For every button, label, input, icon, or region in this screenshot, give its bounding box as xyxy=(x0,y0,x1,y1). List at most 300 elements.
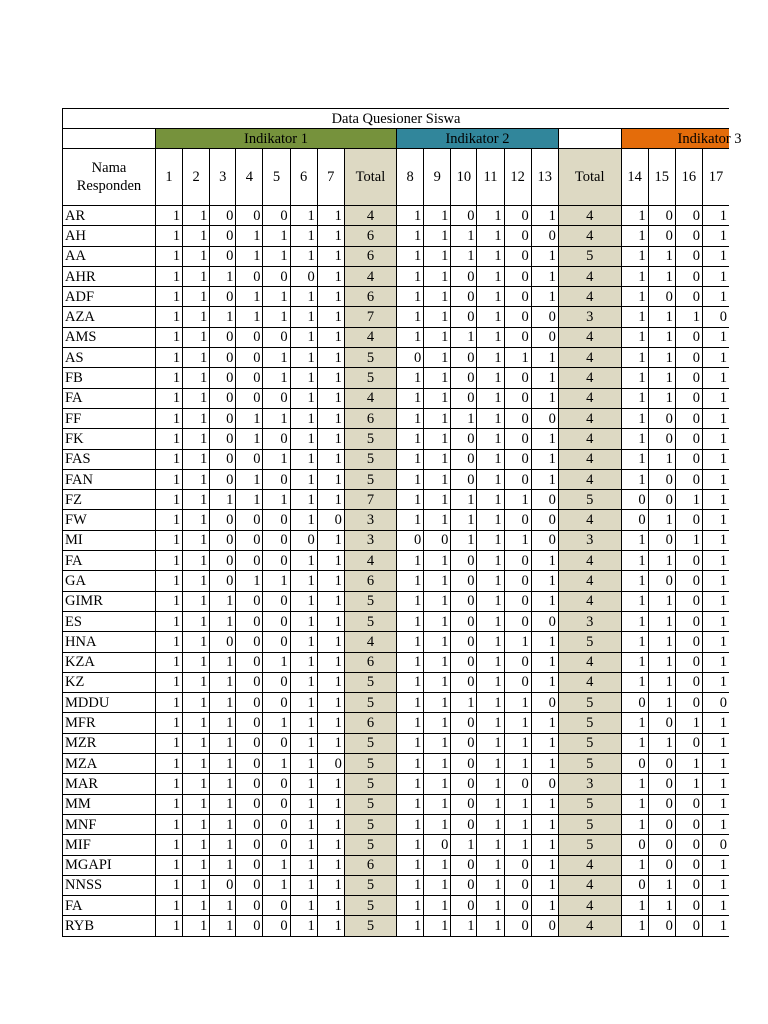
score-cell: 0 xyxy=(451,551,477,571)
score-cell: 1 xyxy=(397,814,424,834)
score-cell: 1 xyxy=(183,510,210,530)
score-cell: 1 xyxy=(702,855,729,875)
score-cell: 1 xyxy=(675,530,702,550)
score-cell: 1 xyxy=(702,652,729,672)
respondent-name-cell: MAR xyxy=(63,774,156,794)
total-1-header: Total xyxy=(344,149,396,206)
total-1-cell: 6 xyxy=(344,246,396,266)
score-cell: 0 xyxy=(317,510,344,530)
column-header-row xyxy=(63,149,730,206)
score-cell: 0 xyxy=(675,835,702,855)
score-cell: 1 xyxy=(702,814,729,834)
score-cell: 1 xyxy=(621,530,648,550)
score-cell: 1 xyxy=(155,246,182,266)
score-cell: 1 xyxy=(263,348,290,368)
score-cell: 1 xyxy=(648,672,675,692)
score-cell: 0 xyxy=(648,774,675,794)
total-1-cell: 6 xyxy=(344,226,396,246)
score-cell: 1 xyxy=(290,875,317,895)
score-cell: 0 xyxy=(263,429,290,449)
score-cell: 1 xyxy=(290,896,317,916)
score-cell: 1 xyxy=(155,408,182,428)
score-cell: 0 xyxy=(263,693,290,713)
table-row xyxy=(63,896,730,916)
score-cell: 1 xyxy=(702,469,729,489)
score-cell: 1 xyxy=(155,754,182,774)
score-cell: 1 xyxy=(155,206,182,226)
score-cell: 1 xyxy=(317,733,344,753)
score-cell: 0 xyxy=(236,591,263,611)
respondent-name-cell: AZA xyxy=(63,307,156,327)
score-cell: 0 xyxy=(210,348,236,368)
respondent-name-cell: MFR xyxy=(63,713,156,733)
score-cell: 1 xyxy=(477,733,504,753)
score-cell: 1 xyxy=(155,672,182,692)
score-cell: 1 xyxy=(531,368,558,388)
score-cell: 1 xyxy=(648,632,675,652)
score-cell: 1 xyxy=(183,672,210,692)
score-cell: 0 xyxy=(451,611,477,631)
score-cell: 0 xyxy=(263,916,290,936)
score-cell: 0 xyxy=(451,449,477,469)
score-cell: 0 xyxy=(504,368,531,388)
score-cell: 0 xyxy=(504,307,531,327)
table-row xyxy=(63,754,730,774)
score-cell: 0 xyxy=(648,754,675,774)
score-cell: 1 xyxy=(317,875,344,895)
table-row xyxy=(63,733,730,753)
score-cell: 1 xyxy=(397,794,424,814)
score-cell: 0 xyxy=(675,469,702,489)
total-2-cell: 4 xyxy=(558,591,621,611)
score-cell: 1 xyxy=(621,206,648,226)
score-cell: 1 xyxy=(183,814,210,834)
score-cell: 1 xyxy=(451,530,477,550)
table-row xyxy=(63,632,730,652)
respondent-name-cell: ES xyxy=(63,611,156,631)
score-cell: 1 xyxy=(621,368,648,388)
score-cell: 1 xyxy=(648,551,675,571)
score-cell: 0 xyxy=(236,774,263,794)
title-row xyxy=(63,109,730,129)
score-cell: 1 xyxy=(504,814,531,834)
score-cell: 1 xyxy=(317,490,344,510)
respondent-name-cell: FF xyxy=(63,408,156,428)
score-cell: 0 xyxy=(210,429,236,449)
score-cell: 1 xyxy=(648,611,675,631)
item-header: 17 xyxy=(702,149,729,206)
score-cell: 1 xyxy=(317,855,344,875)
score-cell: 1 xyxy=(183,611,210,631)
score-cell: 1 xyxy=(531,835,558,855)
score-cell: 1 xyxy=(155,327,182,347)
score-cell: 0 xyxy=(504,226,531,246)
score-cell: 1 xyxy=(236,307,263,327)
indikator-1-header: Indikator 1 xyxy=(155,129,396,149)
score-cell: 1 xyxy=(702,754,729,774)
respondent-name-cell: MIF xyxy=(63,835,156,855)
respondent-name-cell: FK xyxy=(63,429,156,449)
total-1-cell: 7 xyxy=(344,307,396,327)
score-cell: 0 xyxy=(210,206,236,226)
score-cell: 1 xyxy=(702,794,729,814)
score-cell: 1 xyxy=(155,713,182,733)
score-cell: 1 xyxy=(675,490,702,510)
score-cell: 1 xyxy=(531,388,558,408)
table-title: Data Quesioner Siswa xyxy=(63,109,730,129)
score-cell: 1 xyxy=(477,266,504,286)
item-header: 8 xyxy=(397,149,424,206)
score-cell: 1 xyxy=(424,408,451,428)
score-cell: 0 xyxy=(210,469,236,489)
score-cell: 0 xyxy=(317,754,344,774)
score-cell: 0 xyxy=(675,368,702,388)
respondent-name-cell: FZ xyxy=(63,490,156,510)
score-cell: 0 xyxy=(648,226,675,246)
total-2-cell: 4 xyxy=(558,429,621,449)
score-cell: 0 xyxy=(648,835,675,855)
score-cell: 1 xyxy=(531,551,558,571)
respondent-name-cell: MI xyxy=(63,530,156,550)
score-cell: 1 xyxy=(621,327,648,347)
score-cell: 1 xyxy=(424,875,451,895)
score-cell: 1 xyxy=(477,713,504,733)
table-row xyxy=(63,490,730,510)
item-header: 3 xyxy=(210,149,236,206)
score-cell: 0 xyxy=(451,266,477,286)
item-header: 16 xyxy=(675,149,702,206)
score-cell: 0 xyxy=(451,875,477,895)
score-cell: 1 xyxy=(451,327,477,347)
score-cell: 0 xyxy=(504,571,531,591)
score-cell: 1 xyxy=(397,490,424,510)
score-cell: 1 xyxy=(210,490,236,510)
score-cell: 1 xyxy=(183,794,210,814)
total-2-cell: 3 xyxy=(558,530,621,550)
score-cell: 1 xyxy=(424,896,451,916)
score-cell: 1 xyxy=(290,693,317,713)
score-cell: 1 xyxy=(183,835,210,855)
score-cell: 1 xyxy=(477,307,504,327)
score-cell: 0 xyxy=(451,774,477,794)
score-cell: 1 xyxy=(290,551,317,571)
score-cell: 1 xyxy=(424,672,451,692)
score-cell: 1 xyxy=(290,672,317,692)
score-cell: 1 xyxy=(397,368,424,388)
table-row xyxy=(63,652,730,672)
score-cell: 1 xyxy=(621,814,648,834)
table-row xyxy=(63,611,730,631)
score-cell: 1 xyxy=(702,266,729,286)
score-cell: 1 xyxy=(263,408,290,428)
score-cell: 0 xyxy=(236,632,263,652)
score-cell: 0 xyxy=(675,449,702,469)
score-cell: 1 xyxy=(477,551,504,571)
score-cell: 1 xyxy=(155,226,182,246)
score-cell: 0 xyxy=(504,591,531,611)
score-cell: 1 xyxy=(477,368,504,388)
total-2-cell: 4 xyxy=(558,266,621,286)
score-cell: 1 xyxy=(155,348,182,368)
score-cell: 1 xyxy=(702,774,729,794)
score-cell: 1 xyxy=(477,530,504,550)
score-cell: 1 xyxy=(451,510,477,530)
score-cell: 1 xyxy=(290,571,317,591)
score-cell: 1 xyxy=(477,226,504,246)
table-row xyxy=(63,449,730,469)
score-cell: 0 xyxy=(236,713,263,733)
score-cell: 1 xyxy=(477,591,504,611)
score-cell: 0 xyxy=(451,713,477,733)
item-header: 9 xyxy=(424,149,451,206)
score-cell: 1 xyxy=(236,571,263,591)
score-cell: 1 xyxy=(317,246,344,266)
total-2-cell: 4 xyxy=(558,388,621,408)
total-2-cell: 4 xyxy=(558,510,621,530)
score-cell: 0 xyxy=(675,652,702,672)
score-cell: 0 xyxy=(210,327,236,347)
respondent-name-cell: HNA xyxy=(63,632,156,652)
score-cell: 1 xyxy=(424,713,451,733)
table-row xyxy=(63,693,730,713)
score-cell: 1 xyxy=(210,733,236,753)
score-cell: 1 xyxy=(397,551,424,571)
respondent-name-cell: FA xyxy=(63,896,156,916)
score-cell: 1 xyxy=(531,469,558,489)
table-row xyxy=(63,571,730,591)
score-cell: 1 xyxy=(477,327,504,347)
score-cell: 1 xyxy=(531,713,558,733)
score-cell: 0 xyxy=(210,510,236,530)
score-cell: 1 xyxy=(424,246,451,266)
score-cell: 0 xyxy=(236,896,263,916)
score-cell: 1 xyxy=(424,429,451,449)
score-cell: 1 xyxy=(397,835,424,855)
item-header: 10 xyxy=(451,149,477,206)
total-1-cell: 6 xyxy=(344,571,396,591)
score-cell: 1 xyxy=(424,490,451,510)
total-2-cell: 4 xyxy=(558,875,621,895)
score-cell: 1 xyxy=(397,875,424,895)
score-cell: 1 xyxy=(397,754,424,774)
score-cell: 1 xyxy=(531,206,558,226)
score-cell: 1 xyxy=(451,693,477,713)
score-cell: 1 xyxy=(477,875,504,895)
respondent-name-cell: FB xyxy=(63,368,156,388)
score-cell: 1 xyxy=(424,652,451,672)
score-cell: 0 xyxy=(236,754,263,774)
score-cell: 1 xyxy=(397,226,424,246)
score-cell: 0 xyxy=(263,632,290,652)
score-cell: 0 xyxy=(236,672,263,692)
score-cell: 1 xyxy=(155,551,182,571)
score-cell: 1 xyxy=(424,388,451,408)
score-cell: 1 xyxy=(702,875,729,895)
score-cell: 1 xyxy=(317,469,344,489)
respondent-name-cell: FA xyxy=(63,388,156,408)
score-cell: 1 xyxy=(477,855,504,875)
respondent-name-cell: FAS xyxy=(63,449,156,469)
score-cell: 1 xyxy=(648,388,675,408)
score-cell: 0 xyxy=(451,591,477,611)
score-cell: 1 xyxy=(183,571,210,591)
score-cell: 0 xyxy=(210,226,236,246)
score-cell: 0 xyxy=(236,266,263,286)
score-cell: 1 xyxy=(621,774,648,794)
score-cell: 1 xyxy=(210,896,236,916)
score-cell: 1 xyxy=(702,226,729,246)
score-cell: 1 xyxy=(451,226,477,246)
score-cell: 1 xyxy=(317,835,344,855)
score-cell: 0 xyxy=(504,266,531,286)
score-cell: 1 xyxy=(702,327,729,347)
total-1-cell: 5 xyxy=(344,348,396,368)
score-cell: 1 xyxy=(263,287,290,307)
score-cell: 0 xyxy=(263,814,290,834)
score-cell: 1 xyxy=(424,469,451,489)
score-cell: 1 xyxy=(621,388,648,408)
total-1-cell: 4 xyxy=(344,551,396,571)
respondent-name-cell: MM xyxy=(63,794,156,814)
score-cell: 1 xyxy=(183,693,210,713)
score-cell: 1 xyxy=(531,814,558,834)
respondent-name-cell: GIMR xyxy=(63,591,156,611)
score-cell: 1 xyxy=(210,652,236,672)
score-cell: 1 xyxy=(397,693,424,713)
score-cell: 1 xyxy=(290,794,317,814)
score-cell: 1 xyxy=(621,672,648,692)
score-cell: 1 xyxy=(477,571,504,591)
score-cell: 1 xyxy=(424,814,451,834)
score-cell: 1 xyxy=(290,490,317,510)
score-cell: 1 xyxy=(531,733,558,753)
score-cell: 1 xyxy=(702,408,729,428)
score-cell: 1 xyxy=(621,733,648,753)
score-cell: 0 xyxy=(236,510,263,530)
score-cell: 1 xyxy=(290,226,317,246)
respondent-name-cell: AMS xyxy=(63,327,156,347)
score-cell: 1 xyxy=(290,713,317,733)
score-cell: 0 xyxy=(504,875,531,895)
score-cell: 1 xyxy=(531,591,558,611)
score-cell: 1 xyxy=(702,348,729,368)
score-cell: 1 xyxy=(155,388,182,408)
score-cell: 1 xyxy=(621,896,648,916)
table-row xyxy=(63,206,730,226)
score-cell: 1 xyxy=(263,754,290,774)
item-header: 14 xyxy=(621,149,648,206)
total-1-cell: 5 xyxy=(344,794,396,814)
score-cell: 1 xyxy=(317,206,344,226)
score-cell: 1 xyxy=(183,429,210,449)
score-cell: 1 xyxy=(397,388,424,408)
total-2-cell: 4 xyxy=(558,327,621,347)
score-cell: 0 xyxy=(290,530,317,550)
score-cell: 1 xyxy=(504,733,531,753)
score-cell: 0 xyxy=(210,875,236,895)
score-cell: 1 xyxy=(317,814,344,834)
score-cell: 0 xyxy=(675,287,702,307)
score-cell: 1 xyxy=(317,530,344,550)
score-cell: 1 xyxy=(531,266,558,286)
score-cell: 1 xyxy=(210,774,236,794)
total-1-cell: 5 xyxy=(344,896,396,916)
score-cell: 0 xyxy=(451,652,477,672)
score-cell: 0 xyxy=(504,510,531,530)
score-cell: 1 xyxy=(477,388,504,408)
total-2-cell: 5 xyxy=(558,713,621,733)
score-cell: 1 xyxy=(504,794,531,814)
score-cell: 1 xyxy=(263,855,290,875)
score-cell: 1 xyxy=(424,206,451,226)
score-cell: 1 xyxy=(504,713,531,733)
score-cell: 0 xyxy=(263,388,290,408)
total-2-cell: 5 xyxy=(558,733,621,753)
item-header: 6 xyxy=(290,149,317,206)
total-2-cell: 5 xyxy=(558,490,621,510)
score-cell: 0 xyxy=(504,388,531,408)
score-cell: 1 xyxy=(155,794,182,814)
score-cell: 0 xyxy=(504,408,531,428)
respondent-name-cell: ADF xyxy=(63,287,156,307)
score-cell: 1 xyxy=(210,591,236,611)
score-cell: 0 xyxy=(397,530,424,550)
score-cell: 1 xyxy=(397,591,424,611)
score-cell: 0 xyxy=(424,530,451,550)
score-cell: 0 xyxy=(531,307,558,327)
respondent-name-cell: AH xyxy=(63,226,156,246)
score-cell: 0 xyxy=(263,896,290,916)
score-cell: 0 xyxy=(210,287,236,307)
score-cell: 0 xyxy=(236,551,263,571)
item-header: 7 xyxy=(317,149,344,206)
score-cell: 1 xyxy=(648,652,675,672)
score-cell: 1 xyxy=(621,916,648,936)
total-1-cell: 3 xyxy=(344,530,396,550)
score-cell: 0 xyxy=(263,733,290,753)
score-cell: 1 xyxy=(263,713,290,733)
total-2-cell: 5 xyxy=(558,693,621,713)
score-cell: 0 xyxy=(675,388,702,408)
score-cell: 1 xyxy=(702,530,729,550)
table-row xyxy=(63,429,730,449)
score-cell: 1 xyxy=(183,896,210,916)
score-cell: 1 xyxy=(183,754,210,774)
score-cell: 0 xyxy=(504,429,531,449)
total-2-cell: 4 xyxy=(558,469,621,489)
score-cell: 0 xyxy=(621,693,648,713)
total-2-cell: 4 xyxy=(558,206,621,226)
total-2-cell: 4 xyxy=(558,348,621,368)
score-cell: 1 xyxy=(397,246,424,266)
score-cell: 1 xyxy=(290,469,317,489)
score-cell: 1 xyxy=(397,510,424,530)
score-cell: 1 xyxy=(702,206,729,226)
score-cell: 1 xyxy=(477,449,504,469)
score-cell: 1 xyxy=(155,855,182,875)
score-cell: 1 xyxy=(236,226,263,246)
score-cell: 0 xyxy=(424,835,451,855)
score-cell: 1 xyxy=(236,429,263,449)
score-cell: 0 xyxy=(210,368,236,388)
total-2-cell: 3 xyxy=(558,307,621,327)
score-cell: 0 xyxy=(675,733,702,753)
respondent-name-cell: KZ xyxy=(63,672,156,692)
item-header: 1 xyxy=(155,149,182,206)
score-cell: 1 xyxy=(477,408,504,428)
score-cell: 0 xyxy=(531,916,558,936)
score-cell: 1 xyxy=(290,733,317,753)
